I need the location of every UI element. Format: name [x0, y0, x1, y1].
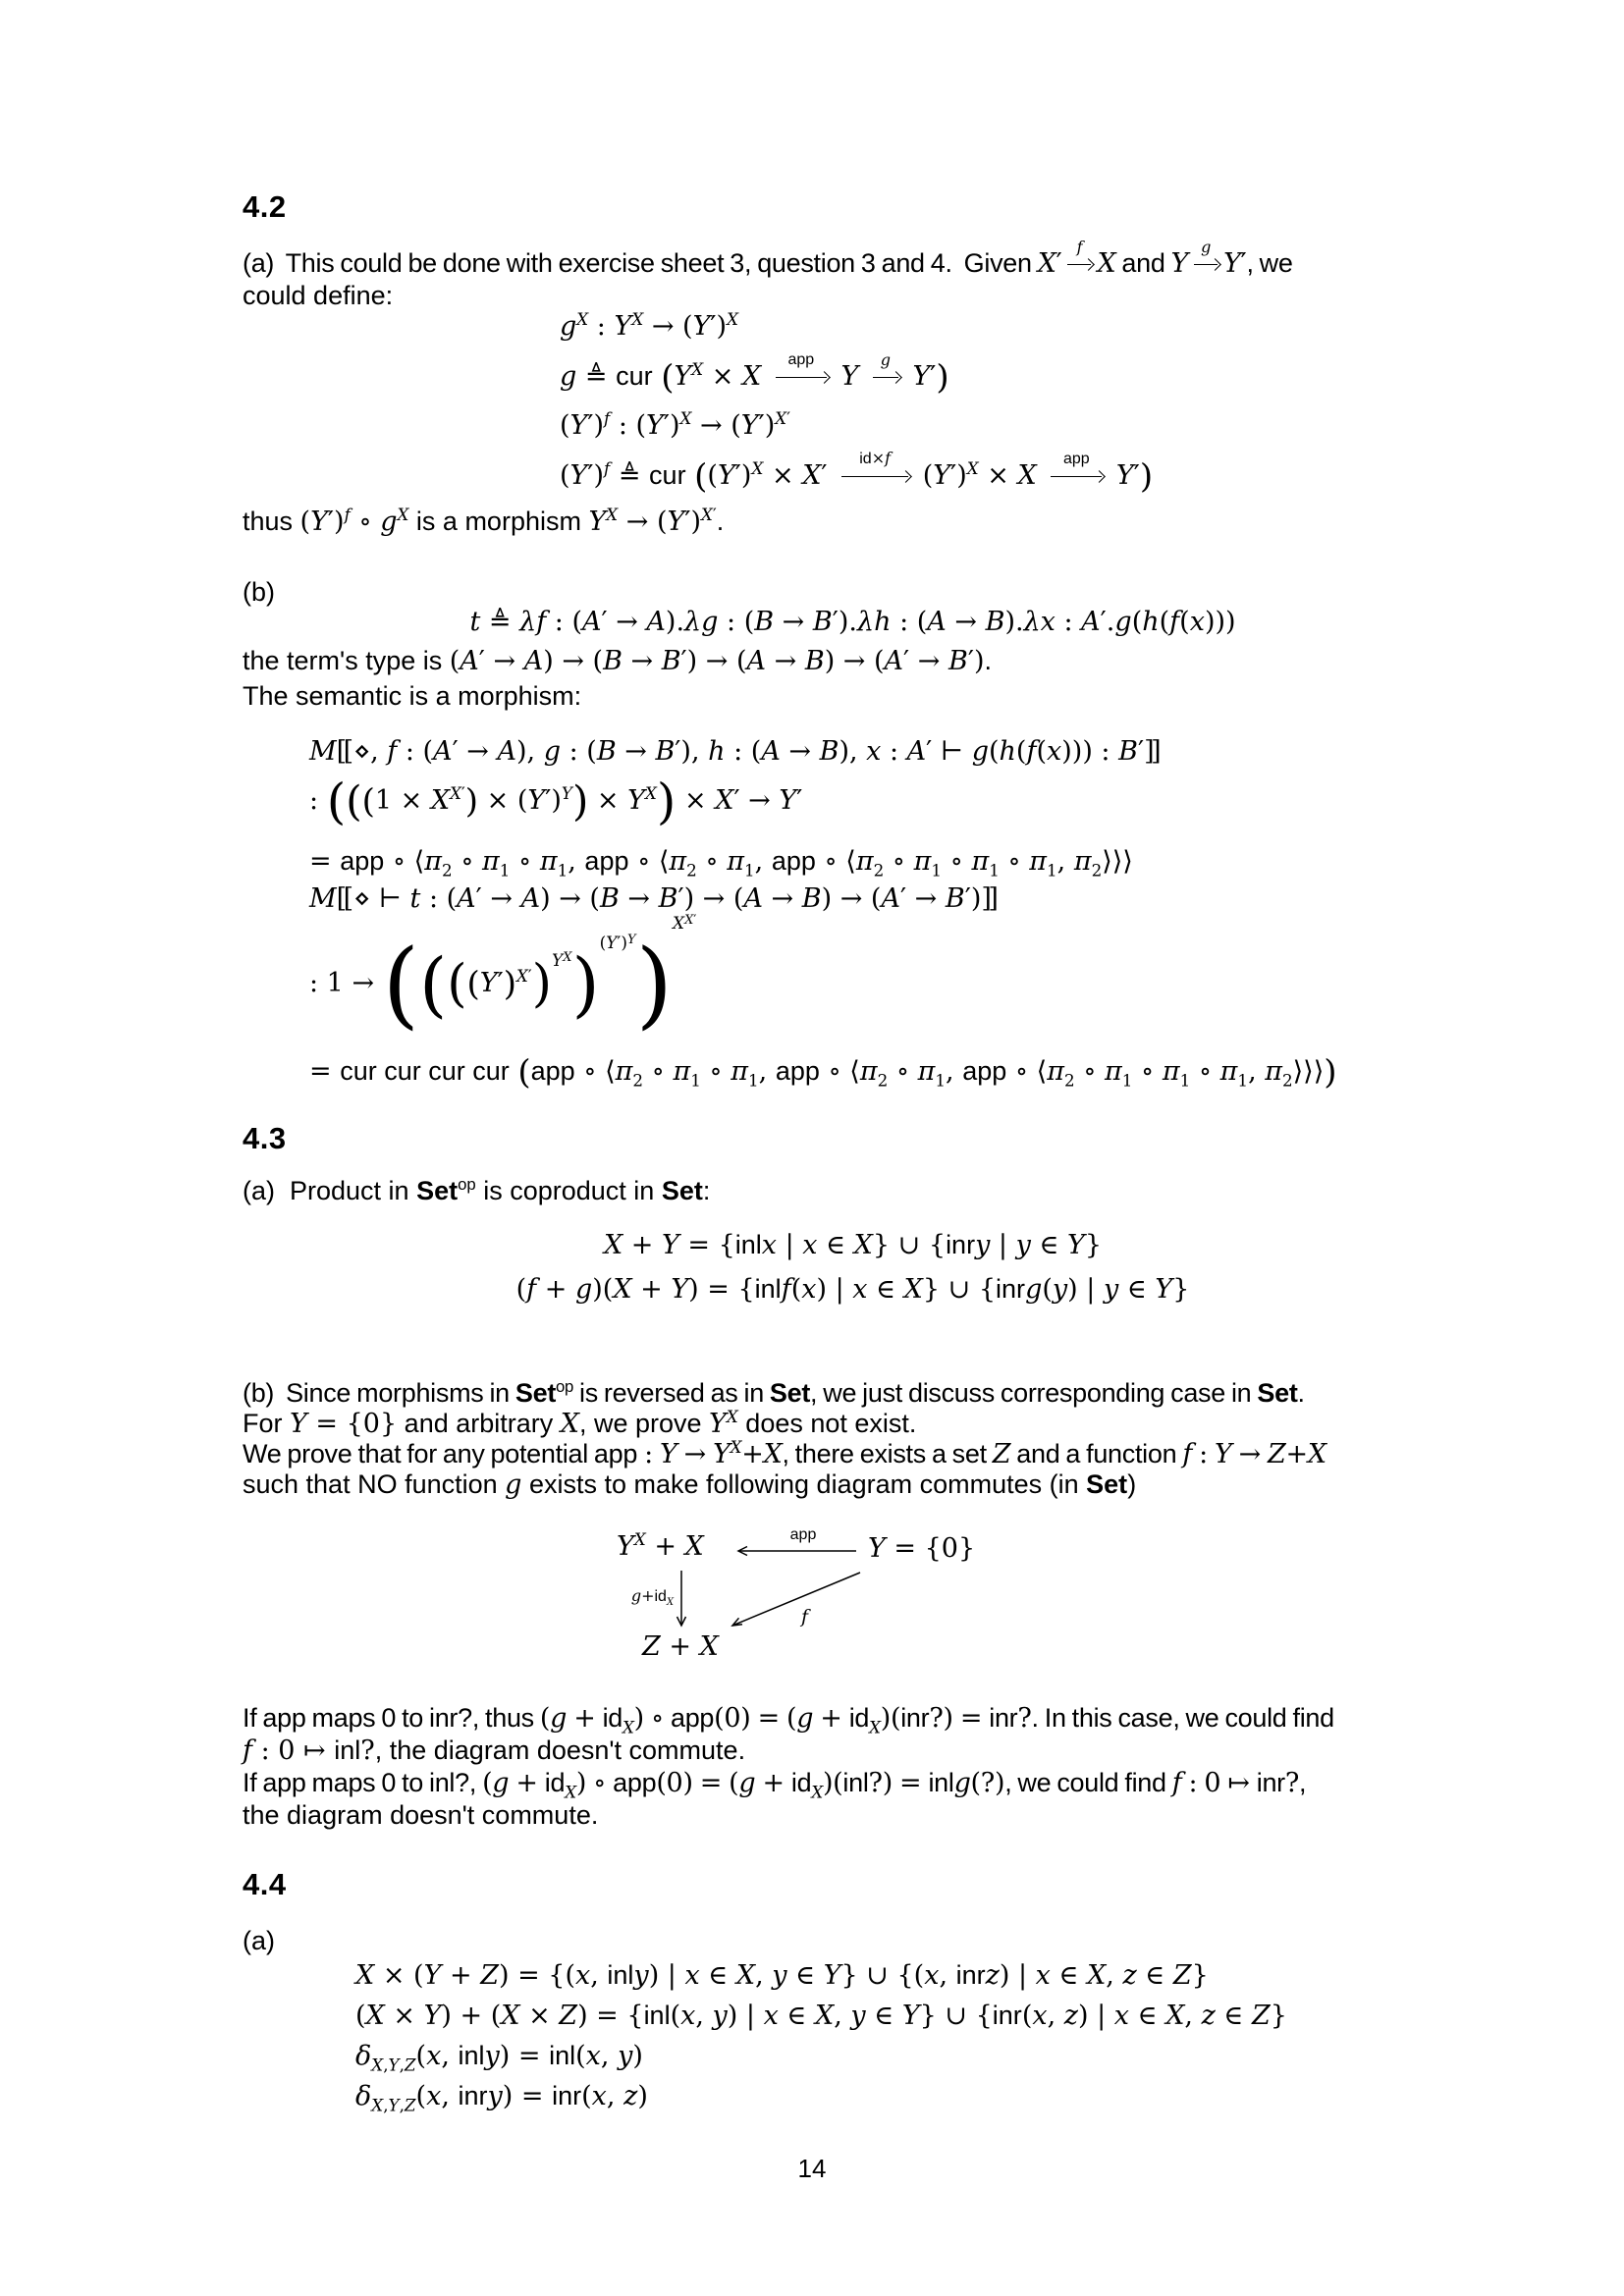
text-line: could define:: [243, 281, 394, 310]
equation-line: $(Y')^f$ : $(Y')^X \to (Y')^{X'}$: [560, 408, 791, 441]
equation-line: $\delta_{X,Y,Z}(x$, inry) = inr(x, z): [355, 2081, 648, 2115]
equation-block-4-2a: [560, 302, 1153, 501]
section-4-4-heading: 4.4: [243, 1867, 287, 1901]
text-line: If app maps 0 to inl?, $(g + id_X)$ ∘ $app(0) = (g + id_X)(inl?)$ = inlg(?), we could find f : 0 ↦ inr?,: [243, 1768, 1307, 1802]
section-4-2-heading: 4.2: [243, 189, 287, 224]
equation-line-cur-composite: = cur cur cur cur (app ∘ $⟨\pi_2$ ∘ $\pi_1$ ∘ $\pi_1$, app ∘ $⟨\pi_2$ ∘ $\pi_1$, app ∘ $⟨\pi_2$ ∘ $\pi_1$ ∘ $\pi_1$ ∘ $\pi_1$, $\pi_2⟩⟩⟩$): [309, 1052, 1337, 1093]
equation-block-4-4a: [355, 1955, 1287, 2116]
text-line: the diagram doesn't commute.: [243, 1800, 599, 1830]
equation-line-type-object: : $(((1 \times X^{X'}) \times (Y')^Y) \times Y^X) \times X' \to Y'$: [309, 773, 803, 830]
equation-line-app-composite: = app ∘ $⟨\pi_2$ ∘ $\pi_1$ ∘ $\pi_1$, app ∘ $⟨\pi_2$ ∘ $\pi_1$, app ∘ $⟨\pi_2$ ∘ $\pi_1$ ∘ $\pi_1$ ∘ $\pi_1$, $\pi_2⟩⟩⟩$: [309, 846, 1133, 881]
diagram-node-y-set: Y = {0}: [868, 1533, 976, 1564]
paragraph-4-3b: [243, 1378, 1463, 1500]
equation-line: $(Y')^f$ ≜ cur ($(Y')^X \times X'$ id×f $(Y')^X \times X$ app Y′): [560, 449, 1154, 497]
equation-line-exponent-tower: : $1 \to ((((Y')^{X'})^{Y^X})^{(Y')^Y})^{X^{X'}}$: [309, 913, 697, 1040]
text-line: (b) Since morphisms in Set$^{op}$ is reversed as in Set, we just discuss corresponding case in Set.: [243, 1377, 1305, 1408]
text-line: such that NO function g exists to make following diagram commutes (in Set): [243, 1469, 1137, 1500]
text-line: We prove that for any potential app : $Y \to Y^X+X$, there exists a set Z and a function f : Y → Z+X: [243, 1437, 1326, 1469]
text-line-semantic: The semantic is a morphism:: [243, 681, 582, 711]
equation-line: (f + g)(X + Y) = {inlf(x) | x ∈ X} ∪ {inrg(y) | y ∈ Y}: [515, 1274, 1190, 1305]
equation-term-t: t ≜ λf : (A′ → A).λg : (B → B′).λh : (A → B).λx : A′.g(h(f(x))): [469, 607, 1236, 637]
diagram-label-f: f: [801, 1606, 809, 1628]
text-line-thus: thus $(Y')^f$ ∘ $g^X$ is a morphism $Y^X \to (Y')^{X'}$.: [243, 505, 725, 537]
diagram-label-g-plus-idx: $g+id_X$: [630, 1586, 674, 1609]
diagram-label-app: app: [789, 1526, 817, 1543]
paragraph-4-3a: (a) Product in Set$^{op}$ is coproduct in Set:: [243, 1175, 711, 1205]
equation-block-4-3a: [243, 1223, 1463, 1311]
page-number: 14: [797, 2154, 827, 2183]
equation-line-semantics: M[[ ⋄, f : (A′ → A), g : (B → B′), h : (A → B), x : A′ ⊢ g(h(f(x))) : B′]]: [309, 736, 1159, 767]
equation-line: $\delta_{X,Y,Z}(x$, inly) = inl(x, y): [355, 2041, 643, 2075]
paragraph-4-3c: [243, 1702, 1463, 1831]
equation-line-judgement: M[[ ⋄ ⊢ t : (A′ → A) → (B → B′) → (A → B) → (A′ → B′)]]: [309, 883, 996, 914]
equation-line: X + Y = {inlx | x ∈ X} ∪ {inry | y ∈ Y}: [603, 1230, 1103, 1260]
item-label-b: (b): [243, 577, 275, 607]
text-line-type: the term's type is (A′ → A) → (B → B′) → (A → B) → (A′ → B′).: [243, 646, 992, 676]
equation-line: X × (Y + Z) = {(x, inly) | x ∈ X, y ∈ Y} ∪ {(x, inrz) | x ∈ X, z ∈ Z}: [355, 1960, 1209, 1991]
text-line: For Y = {0} and arbitrary X, we prove $Y^X$ does not exist.: [243, 1407, 917, 1439]
diagram-node-z-plus-x: Z + X: [642, 1631, 719, 1662]
text-line: If app maps 0 to inr?, thus $(g + id_X)$ ∘ $app(0) = (g + id_X)(inr?)$ = inr?. In this case, we could find: [243, 1703, 1334, 1737]
diagram-node-yx-plus-x: $Y^X + X$: [617, 1529, 704, 1562]
equation-line: $g^X$ : $Y^X \to (Y')^X$: [560, 309, 738, 342]
equation-line: g ≜ cur ($Y^X \times X$ app Y g Y′): [560, 350, 949, 398]
section-4-3-heading: 4.3: [243, 1121, 287, 1155]
text-line: (a) This could be done with exercise sheet 3, question 3 and 4. Given X′ f X and Y g Y′, we: [243, 238, 1293, 279]
commutative-diagram: [609, 1522, 1001, 1688]
text-line: f : 0 ↦ inl?, the diagram doesn't commute.: [243, 1735, 746, 1766]
equation-line: (X × Y) + (X × Z) = {inl(x, y) | x ∈ X, y ∈ Y} ∪ {inr(x, z) | x ∈ X, z ∈ Z}: [355, 2001, 1287, 2031]
item-label-a: (a): [243, 1926, 275, 1955]
